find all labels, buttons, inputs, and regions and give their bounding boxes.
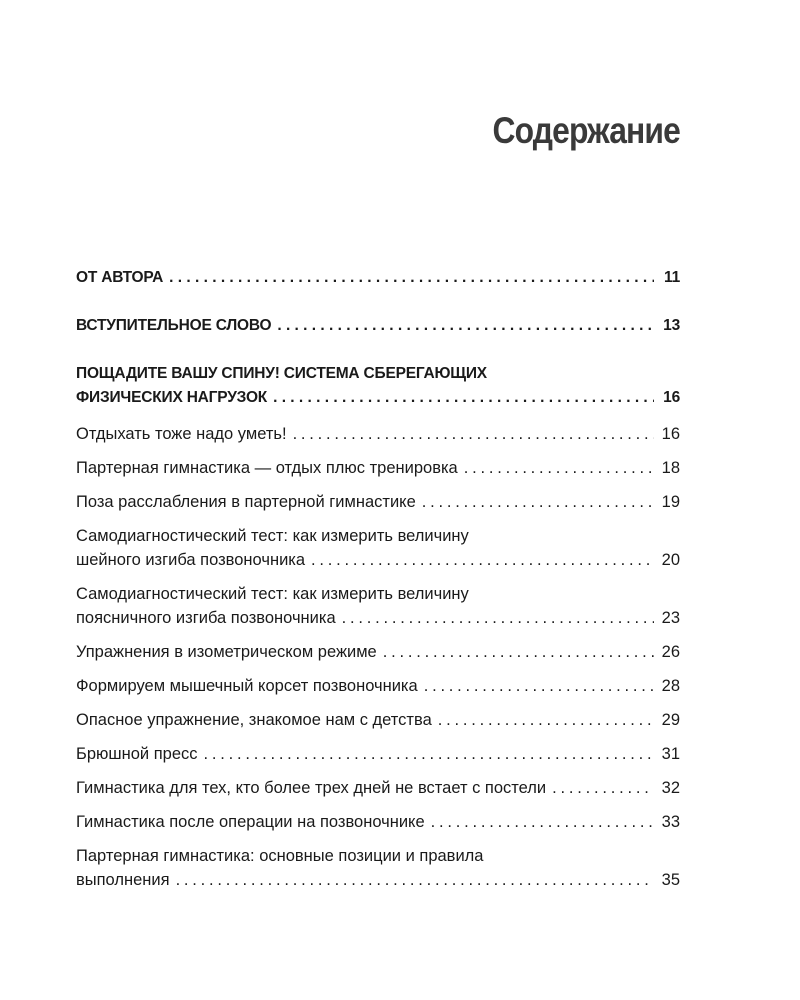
dot-leader — [438, 708, 654, 732]
toc-entry-title: Поза расслабления в партерной гимнастике — [76, 493, 416, 511]
dot-leader — [176, 868, 654, 892]
dot-leader — [422, 490, 654, 514]
toc-entry-title-line: Самодиагностический тест: как измерить величину — [76, 527, 469, 545]
toc-entry-title-line: Самодиагностический тест: как измерить величину — [76, 585, 469, 603]
toc-entry[interactable] — [76, 362, 680, 410]
toc-page-number: 16 — [663, 389, 680, 406]
toc-entry-title: Отдыхать тоже надо уметь! — [76, 425, 287, 443]
toc-entry-title: выполнения — [76, 871, 170, 889]
toc-page-number: 19 — [661, 493, 680, 511]
dot-leader — [383, 640, 654, 664]
toc-entry-title: Гимнастика для тех, кто более трех дней не встает с постели — [76, 779, 547, 797]
dot-leader — [277, 314, 654, 338]
page-title: Содержание — [492, 110, 680, 151]
toc-entry[interactable] — [76, 674, 680, 698]
toc-entry[interactable] — [76, 422, 680, 446]
toc-entry[interactable] — [76, 708, 680, 732]
toc-entry-title: Формируем мышечный корсет позвоночника — [76, 677, 418, 695]
toc-entry[interactable] — [76, 742, 680, 766]
toc-entry[interactable] — [76, 524, 680, 572]
dot-leader — [424, 674, 654, 698]
toc-page-number: 16 — [661, 425, 680, 443]
toc-entry-title: Брюшной пресс — [76, 745, 198, 763]
dot-leader — [169, 266, 654, 290]
dot-leader — [552, 776, 654, 800]
toc-entry-title: ФИЗИЧЕСКИХ НАГРУЗОК — [76, 389, 268, 406]
toc-entry-title: шейного изгиба позвоночника — [76, 551, 306, 569]
dot-leader — [311, 548, 654, 572]
toc-entry[interactable] — [76, 266, 680, 290]
dot-leader — [293, 422, 654, 446]
toc-entry-title: поясничного изгиба позвоночника — [76, 609, 336, 627]
toc-entry-title: ВСТУПИТЕЛЬНОЕ СЛОВО — [76, 317, 272, 334]
toc-entry-title: Упражнения в изометрическом режиме — [76, 643, 377, 661]
dot-leader — [273, 386, 654, 410]
toc-page-number: 20 — [661, 551, 680, 569]
toc-entry[interactable] — [76, 810, 680, 834]
dot-leader — [342, 606, 654, 630]
toc-entry[interactable] — [76, 314, 680, 338]
toc-entry[interactable] — [76, 844, 680, 892]
toc-entry[interactable] — [76, 776, 680, 800]
toc-page-number: 32 — [661, 779, 680, 797]
toc-page-number: 35 — [661, 871, 680, 889]
toc-page-number: 31 — [661, 745, 680, 763]
toc-page-number: 29 — [661, 711, 680, 729]
toc-page-number: 23 — [661, 609, 680, 627]
dot-leader — [204, 742, 655, 766]
toc-entry[interactable] — [76, 640, 680, 664]
dot-leader — [464, 456, 654, 480]
toc-entry-title-line: Партерная гимнастика: основные позиции и правила — [76, 847, 484, 865]
dot-leader — [431, 810, 654, 834]
toc-page-number: 26 — [661, 643, 680, 661]
toc-entry-title: ОТ АВТОРА — [76, 269, 164, 286]
toc-entry[interactable] — [76, 490, 680, 514]
toc-page-number: 13 — [663, 317, 680, 334]
toc-page-number: 18 — [661, 459, 680, 477]
toc-page-number: 11 — [664, 269, 680, 286]
toc-entry[interactable] — [76, 456, 680, 480]
toc-page-number: 33 — [661, 813, 680, 831]
toc-entry-title: Гимнастика после операции на позвоночнике — [76, 813, 425, 831]
toc-page-number: 28 — [661, 677, 680, 695]
toc-entry-title: Опасное упражнение, знакомое нам с детства — [76, 711, 432, 729]
toc-entry[interactable] — [76, 582, 680, 630]
toc-entry-title: Партерная гимнастика — отдых плюс тренировка — [76, 459, 458, 477]
toc-entry-title-line: ПОЩАДИТЕ ВАШУ СПИНУ! СИСТЕМА СБЕРЕГАЮЩИХ — [76, 365, 487, 382]
